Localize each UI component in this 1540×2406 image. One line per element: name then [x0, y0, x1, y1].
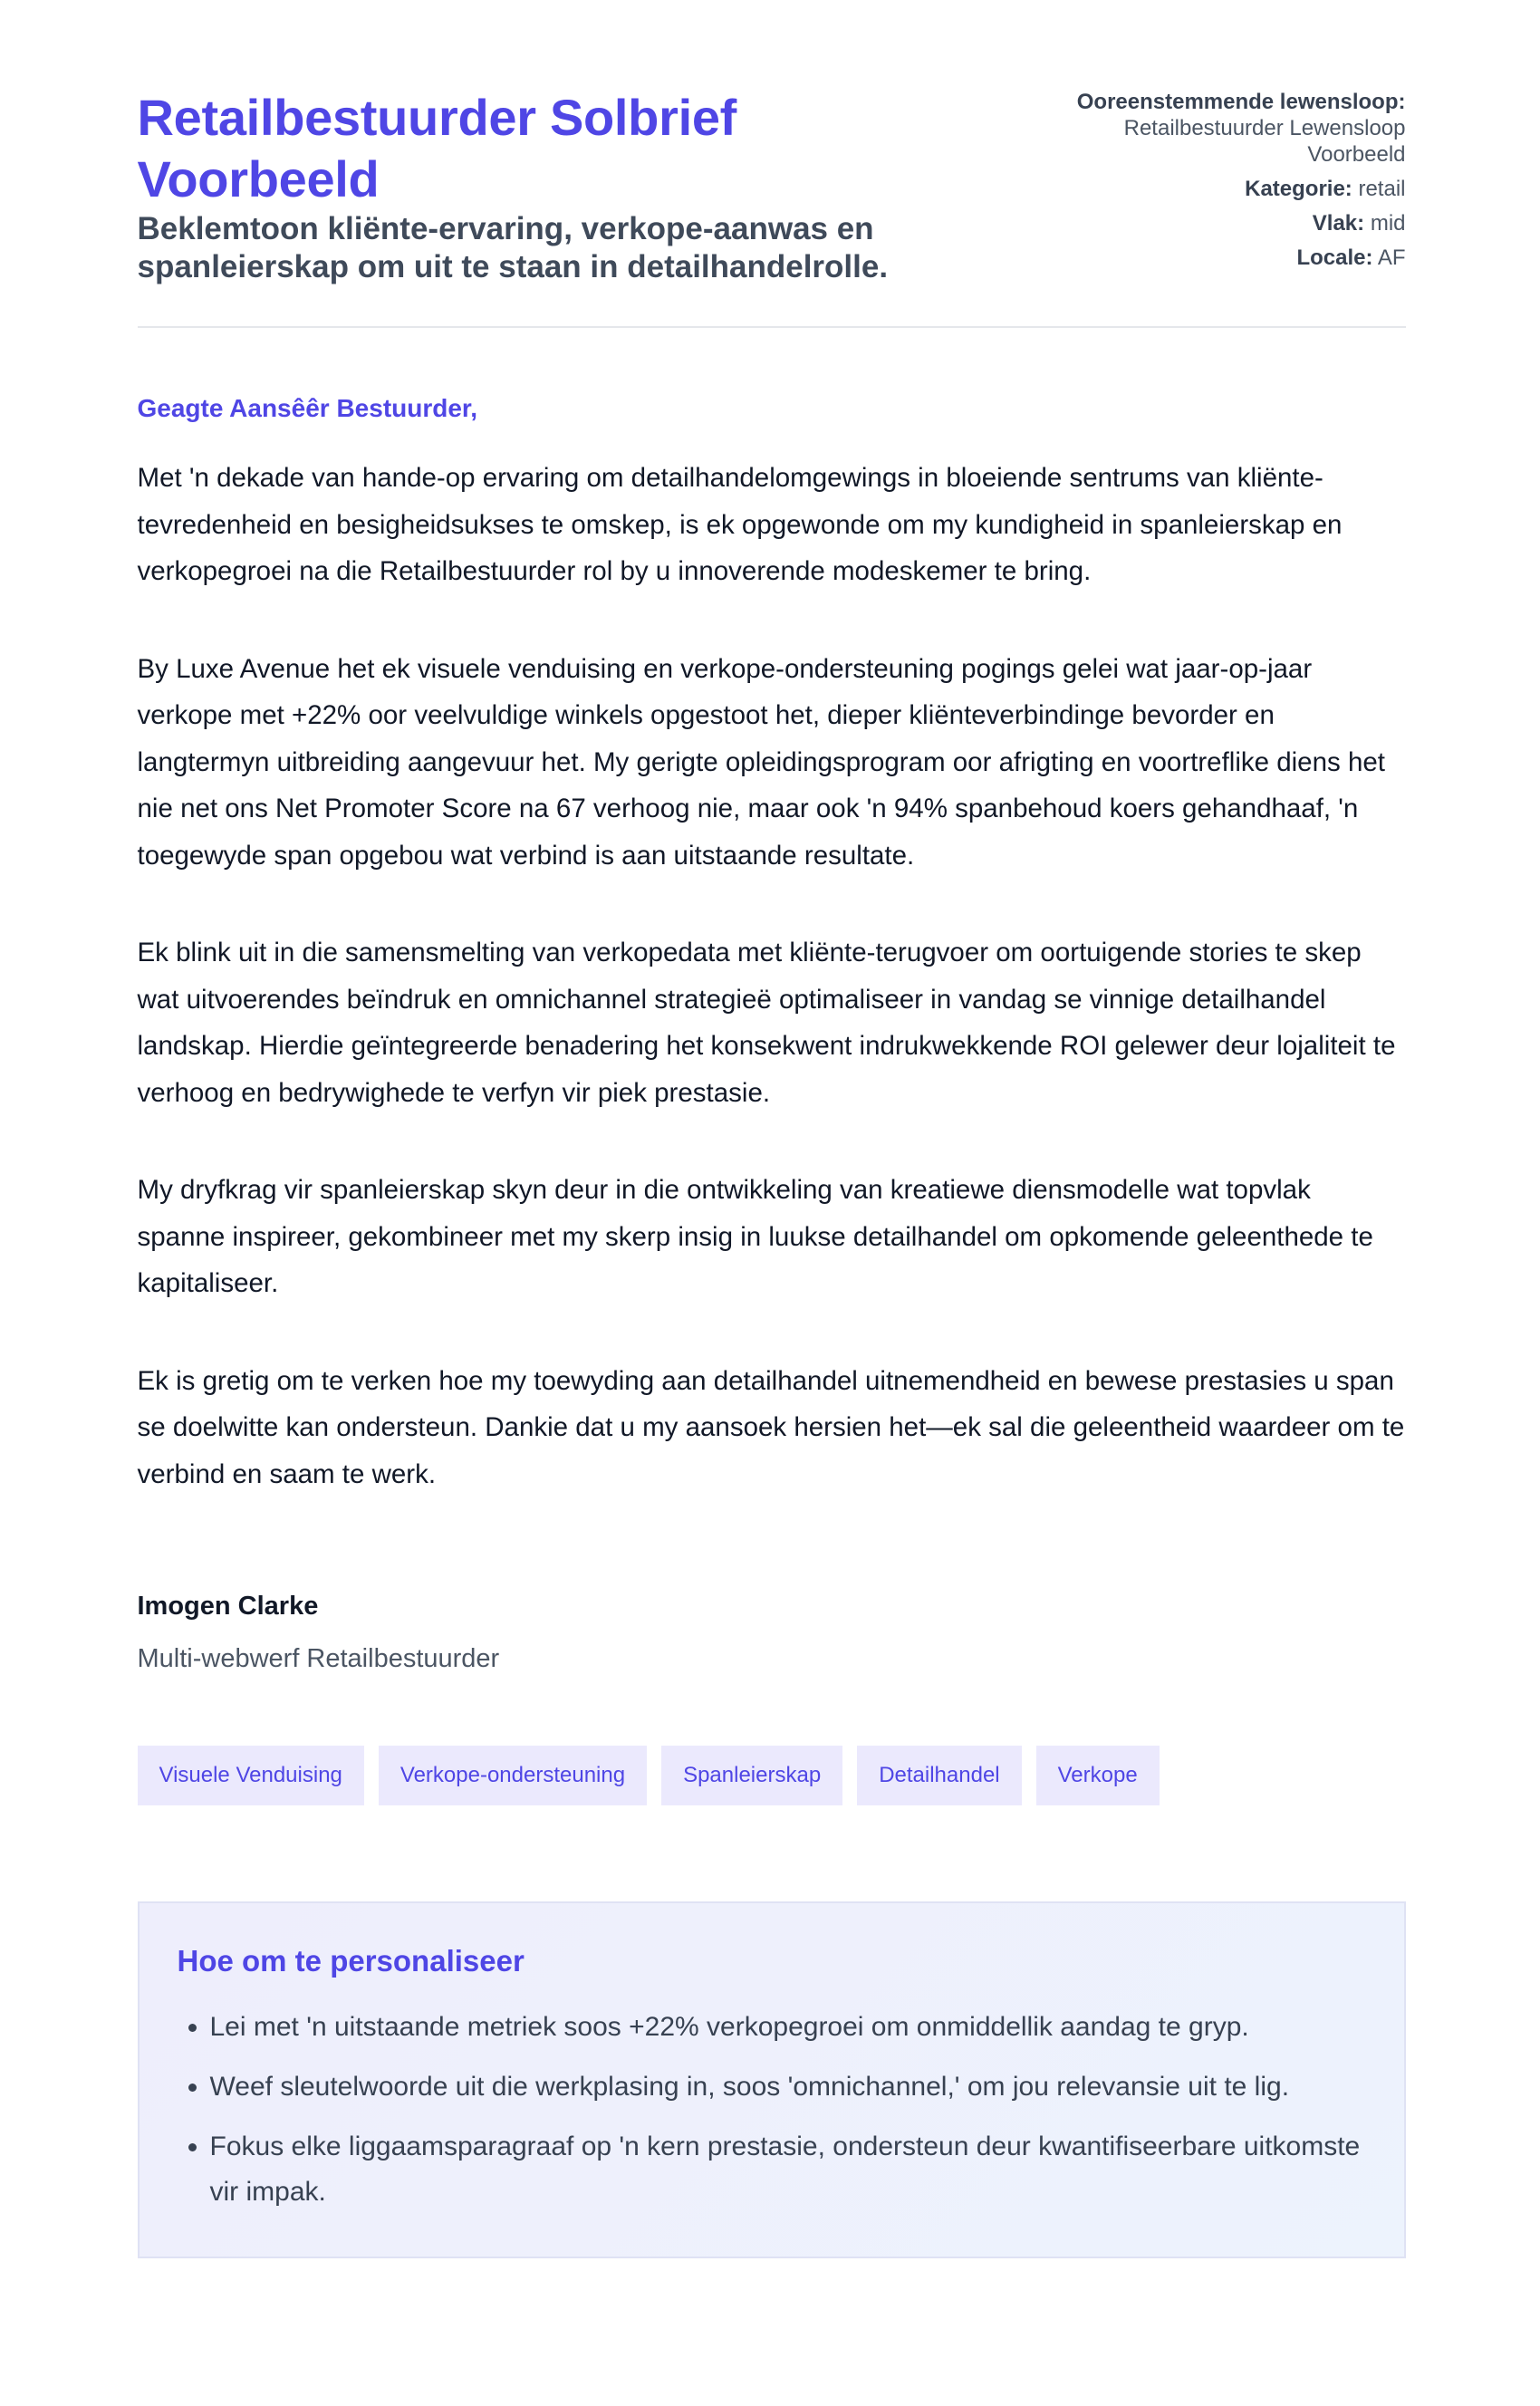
signature-role: Multi-webwerf Retailbestuurder	[137, 1644, 500, 1673]
meta-matching-resume	[1025, 89, 1406, 168]
meta-level-value: mid	[1370, 211, 1406, 236]
tag-spanleierskap: Spanleierskap	[661, 1746, 842, 1805]
meta-locale-label: Locale:	[1296, 245, 1373, 270]
meta-level-label: Vlak:	[1312, 211, 1365, 236]
tip-item: • Weef sleutelwoorde uit die werkplasing in, soos 'omnichannel,' om jou relevansie uit te lig.	[210, 2064, 1366, 2110]
letter-paragraph: Ek is gretig om te verken hoe my toewyding aan detailhandel uitnemendheid en bewese prestasies u span se doelwitte kan ondersteun. Dankie dat u my aansoek hersien het—ek sal die geleentheid waardeer om te verbind en saam te werk.	[137, 1365, 1405, 1489]
tip-item: • Fokus elke liggaamsparagraaf op 'n kern prestasie, ondersteun deur kwantifiseerbare uitkomste vir impak.	[210, 2124, 1366, 2215]
meta-category-label: Kategorie:	[1245, 177, 1352, 201]
tag-verkope-ondersteuning: Verkope-ondersteuning	[379, 1746, 647, 1805]
signature-name: Imogen Clarke	[137, 1592, 319, 1621]
tips-title: Hoe om te personaliseer	[177, 1944, 525, 1978]
meta-level	[1025, 210, 1406, 236]
personalization-tips	[138, 1901, 1406, 2258]
letter-paragraph: Ek blink uit in die samensmelting van verkopedata met kliënte-terugvoer om oortuigende stories te skep wat uitvoerendes beïndruk en omnichannel strategieë optimaliseer in vandag se vinnige detailhandel landskap. Hierdie geïntegreerde benadering het konsekwent indrukwekkende ROI gelewer deur lojaliteit te verhoog en bedrywighede te verfyn vir piek prestasie.	[137, 938, 1396, 1108]
letter-paragraph: My dryfkrag vir spanleierskap skyn deur in die ontwikkeling van kreatiewe diensmodelle wat topvlak spanne inspireer, gekombineer met my skerp insig in luukse detailhandel om opkomende geleenthede te kapitaliseer.	[137, 1175, 1373, 1298]
salutation: Geagte Aansêêr Bestuurder,	[137, 394, 478, 422]
letter-paragraph: By Luxe Avenue het ek visuele venduising en verkope-ondersteuning pogings gelei wat jaar-op-jaar verkope met +22% oor veelvuldige winkels opgestoot het, dieper kliënteverbindinge bevorder en langtermyn uitbreiding aangevuur het. My gerigte opleidingsprogram oor afrigting en voortreflike diens het nie net ons Net Promoter Score na 67 verhoog nie, maar ook 'n 94% spanbehoud koers gehandhaaf, 'n toegewyde span opgebou wat verbind is aan uitstaande resultate.	[137, 653, 1385, 871]
letter-body	[138, 393, 1406, 1677]
page-title: Retailbestuurder Solbrief Voorbeeld	[137, 89, 737, 207]
tag-verkope: Verkope	[1036, 1746, 1160, 1805]
header-titles	[138, 87, 953, 286]
meta-matching-value: Retailbestuurder Lewensloop Voorbeeld	[1123, 116, 1406, 167]
tip-item: • Lei met 'n uitstaande metriek soos +22% verkopegroei om onmiddellik aandag te gryp.	[210, 2005, 1366, 2050]
tag-list	[138, 1746, 1406, 1805]
letter-paragraph: Met 'n dekade van hande-op ervaring om detailhandelomgewings in bloeiende sentrums van kliënte-tevredenheid en besigheidsukses te omskep, is ek opgewonde om my kundigheid in spanleierskap en verkopegroei na die Retailbestuurder rol by u innoverende modeskemer te bring.	[137, 463, 1343, 586]
meta-category-value: retail	[1358, 177, 1406, 201]
meta-locale	[1025, 245, 1406, 271]
cover-letter-page	[135, 0, 1406, 2258]
meta-category	[1025, 176, 1406, 202]
tag-visuele-venduising: Visuele Venduising	[138, 1746, 364, 1805]
page-subtitle: Beklemtoon kliënte-ervaring, verkope-aanwas en spanleierskap om uit te staan in detailhandelrolle.	[137, 211, 889, 284]
meta-locale-value: AF	[1377, 245, 1406, 270]
meta-panel	[1025, 87, 1406, 279]
meta-matching-label: Ooreenstemmende lewensloop:	[1076, 90, 1406, 114]
tips-list	[178, 2005, 1366, 2215]
page-header	[138, 87, 1406, 328]
tag-detailhandel: Detailhandel	[857, 1746, 1021, 1805]
